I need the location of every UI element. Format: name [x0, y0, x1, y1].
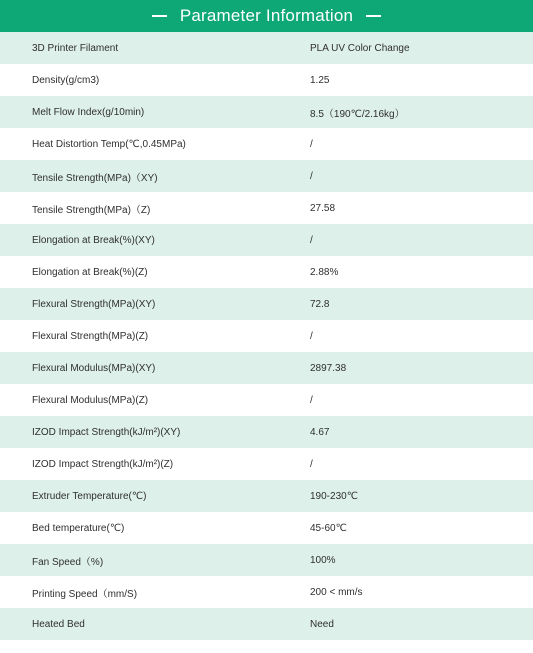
row-value: 100%: [310, 554, 336, 566]
row-value: 190-230℃: [310, 490, 358, 502]
row-value: /: [310, 138, 313, 150]
row-label: Flexural Strength(MPa)(Z): [32, 330, 149, 342]
row-value: 1.25: [310, 74, 330, 86]
row-value: 2.88%: [310, 266, 339, 278]
row-value: 2897.38: [310, 362, 347, 374]
row-value: /: [310, 458, 313, 470]
table-row: [0, 512, 533, 544]
row-label: Melt Flow Index(g/10min): [32, 106, 145, 118]
row-value: 45-60℃: [310, 522, 347, 534]
table-row: [0, 96, 533, 128]
row-label: Flexural Strength(MPa)(XY): [32, 298, 156, 310]
row-value: 4.67: [310, 426, 330, 438]
table-row: [0, 352, 533, 384]
row-label: 3D Printer Filament: [32, 42, 119, 54]
row-value: 72.8: [310, 298, 330, 310]
row-label: Heat Distortion Temp(℃,0.45MPa): [32, 138, 186, 150]
row-value: /: [310, 234, 313, 246]
parameter-header: [0, 0, 533, 32]
row-label: IZOD Impact Strength(kJ/m²)(XY): [32, 426, 181, 438]
row-label: IZOD Impact Strength(kJ/m²)(Z): [32, 458, 174, 470]
row-label: Tensile Strength(MPa)（XY): [32, 172, 158, 184]
page-bottom-margin: [0, 640, 533, 653]
parameter-table: [0, 32, 533, 640]
table-row: [0, 544, 533, 576]
row-label: Tensile Strength(MPa)（Z): [32, 204, 151, 216]
table-row: [0, 416, 533, 448]
row-value: 8.5（190℃/2.16kg）: [310, 108, 405, 120]
right-dash-decoration: [366, 15, 381, 17]
row-label: Printing Speed（mm/S): [32, 588, 138, 600]
row-label: Density(g/cm3): [32, 74, 100, 86]
table-row: [0, 288, 533, 320]
table-row: [0, 192, 533, 224]
row-label: Flexural Modulus(MPa)(XY): [32, 362, 156, 374]
left-dash-decoration: [152, 15, 167, 17]
table-row: [0, 608, 533, 640]
table-row: [0, 576, 533, 608]
table-row: [0, 384, 533, 416]
table-row: [0, 224, 533, 256]
table-row: [0, 320, 533, 352]
row-label: Flexural Modulus(MPa)(Z): [32, 394, 149, 406]
row-value: Need: [310, 618, 334, 630]
row-value: PLA UV Color Change: [310, 42, 410, 54]
table-row: [0, 448, 533, 480]
table-row: [0, 32, 533, 64]
table-row: [0, 256, 533, 288]
table-row: [0, 128, 533, 160]
row-value: 200 < mm/s: [310, 586, 363, 598]
row-value: 27.58: [310, 202, 336, 214]
row-label: Fan Speed（%): [32, 556, 104, 568]
row-label: Extruder Temperature(℃): [32, 490, 147, 502]
row-label: Heated Bed: [32, 618, 85, 630]
row-label: Elongation at Break(%)(Z): [32, 266, 148, 278]
table-row: [0, 480, 533, 512]
row-value: /: [310, 394, 313, 406]
row-label: Elongation at Break(%)(XY): [32, 234, 155, 246]
table-row: [0, 64, 533, 96]
row-label: Bed temperature(℃): [32, 522, 125, 534]
row-value: /: [310, 330, 313, 342]
page-title: Parameter Information: [179, 6, 354, 25]
table-row: [0, 160, 533, 192]
row-value: /: [310, 170, 313, 182]
